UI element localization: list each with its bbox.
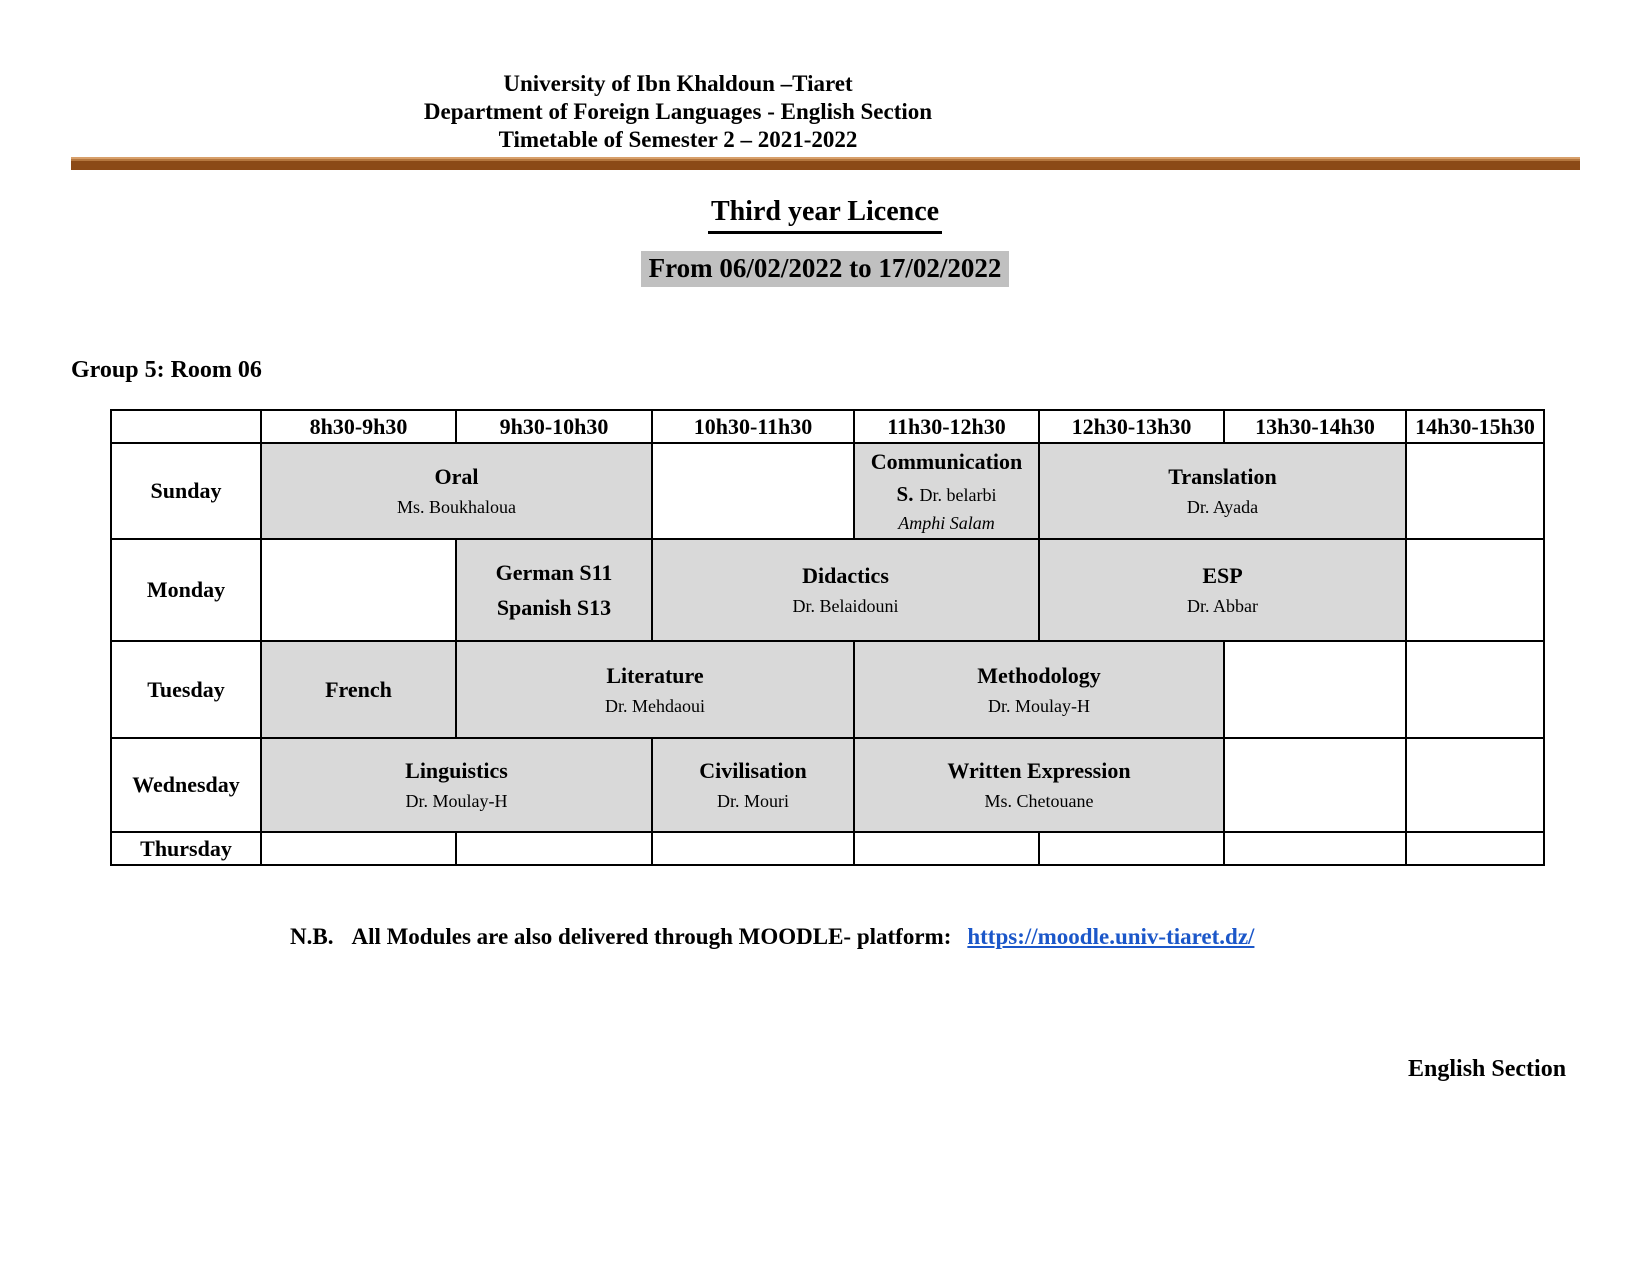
course-room: Amphi Salam <box>898 512 995 533</box>
class-cell-linguistics <box>261 738 652 832</box>
date-range-highlight: From 06/02/2022 to 17/02/2022 <box>641 251 1010 287</box>
page-title <box>0 196 1650 234</box>
day-label: Monday <box>111 539 261 641</box>
time-slot-header: 8h30-9h30 <box>261 410 456 443</box>
group-heading: Group 5: Room 06 <box>71 357 262 383</box>
table-row <box>111 641 1544 738</box>
empty-cell <box>1224 738 1406 832</box>
timetable-grid <box>110 409 1545 866</box>
class-cell-german-spanish <box>456 539 652 641</box>
empty-cell <box>1406 832 1544 865</box>
department-name: Department of Foreign Languages - English Section <box>423 99 933 124</box>
day-label: Tuesday <box>111 641 261 738</box>
date-range <box>0 253 1650 284</box>
day-label: Sunday <box>111 443 261 539</box>
class-cell-literature <box>456 641 854 738</box>
class-cell-french <box>261 641 456 738</box>
course-teacher: Dr. Abbar <box>1187 596 1258 616</box>
time-slot-header: 11h30-12h30 <box>854 410 1039 443</box>
course-title: Oral <box>434 464 479 489</box>
time-header-row <box>111 410 1544 443</box>
course-teacher: Dr. Mehdaoui <box>605 695 705 716</box>
empty-cell <box>1406 539 1544 641</box>
page-title-text: Third year Licence <box>708 196 942 234</box>
time-slot-header: 13h30-14h30 <box>1224 410 1406 443</box>
course-title: Civilisation <box>699 758 807 783</box>
time-slot-header: 14h30-15h30 <box>1406 410 1544 443</box>
empty-cell <box>1224 832 1406 865</box>
time-slot-header: 9h30-10h30 <box>456 410 652 443</box>
empty-cell <box>652 832 854 865</box>
day-label: Wednesday <box>111 738 261 832</box>
course-teacher: Dr. Mouri <box>717 791 789 811</box>
class-cell-didactics <box>652 539 1039 641</box>
course-title: Linguistics <box>405 758 508 783</box>
class-cell-esp <box>1039 539 1406 641</box>
class-cell-translation <box>1039 443 1406 539</box>
empty-cell <box>261 539 456 641</box>
course-teacher: Ms. Boukhaloua <box>397 497 516 517</box>
empty-cell <box>1406 443 1544 539</box>
course-title: Communication <box>870 448 1023 474</box>
moodle-link[interactable]: https://moodle.univ-tiaret.dz/ <box>967 924 1255 949</box>
course-title: Literature <box>606 662 704 688</box>
course-teacher: Dr. Moulay-H <box>988 695 1090 716</box>
table-row <box>111 539 1544 641</box>
course-title: Methodology <box>977 662 1101 688</box>
class-cell-civilisation <box>652 738 854 832</box>
course-title: Didactics <box>802 563 889 588</box>
class-cell-methodology <box>854 641 1224 738</box>
course-teacher: Dr. Ayada <box>1186 497 1259 517</box>
day-label: Thursday <box>111 832 261 865</box>
empty-cell <box>1224 641 1406 738</box>
course-teacher: Dr. Moulay-H <box>405 791 508 811</box>
university-name: University of Ibn Khaldoun –Tiaret <box>503 71 853 96</box>
table-row <box>111 443 1544 539</box>
class-cell-written-expression <box>854 738 1224 832</box>
moodle-note <box>290 924 1254 950</box>
empty-cell <box>1406 641 1544 738</box>
empty-cell <box>652 443 854 539</box>
course-title: Written Expression <box>947 758 1131 783</box>
class-cell-communication <box>854 443 1039 539</box>
course-title: Translation <box>1168 464 1277 489</box>
footer-section-label: English Section <box>1408 1056 1567 1082</box>
empty-cell <box>1406 738 1544 832</box>
course-teacher-line <box>855 482 1038 507</box>
empty-cell <box>1039 832 1224 865</box>
course-teacher: Ms. Chetouane <box>984 791 1094 811</box>
course-title: French <box>325 676 392 702</box>
corner-cell <box>111 410 261 443</box>
course-teacher: Dr. belarbi <box>919 484 997 505</box>
course-title: ESP <box>1202 563 1243 588</box>
empty-cell <box>261 832 456 865</box>
course-teacher: Dr. Belaidouni <box>792 596 899 616</box>
empty-cell <box>456 832 652 865</box>
class-cell-oral <box>261 443 652 539</box>
course-title-abbrev: S. <box>896 481 914 506</box>
course-title: German S11 <box>495 559 613 585</box>
time-slot-header: 10h30-11h30 <box>652 410 854 443</box>
note-label: N.B. <box>290 924 334 949</box>
table-row <box>111 738 1544 832</box>
empty-cell <box>854 832 1039 865</box>
course-title: Spanish S13 <box>496 594 612 620</box>
table-row <box>111 832 1544 865</box>
time-slot-header: 12h30-13h30 <box>1039 410 1224 443</box>
institution-header <box>278 70 1078 154</box>
note-text: All Modules are also delivered through MOODLE- platform: <box>351 924 952 949</box>
timetable-semester-line: Timetable of Semester 2 – 2021-2022 <box>498 127 858 152</box>
decorative-brown-rule <box>71 157 1580 170</box>
